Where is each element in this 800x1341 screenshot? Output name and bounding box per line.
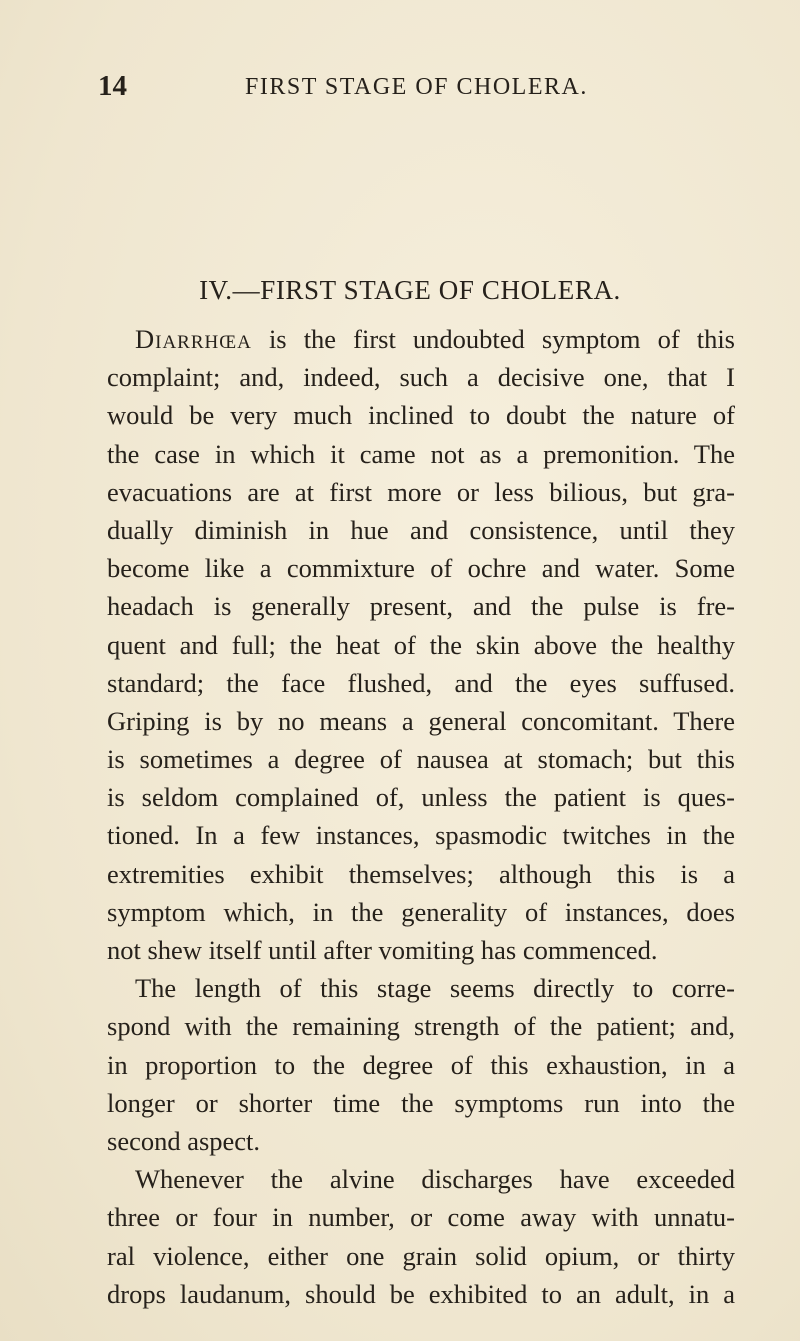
text-line: spond with the remaining strength of the patient; and, (107, 1011, 735, 1042)
text-line: is seldom complained of, unless the patient is ques- (107, 782, 735, 813)
text-line: drops laudanum, should be exhibited to an adult, in a (107, 1278, 735, 1309)
text-line: three or four in number, or come away with unnatu- (107, 1202, 735, 1233)
text-line: quent and full; the heat of the skin above the healthy (107, 629, 735, 660)
page-number: 14 (98, 70, 127, 102)
text-line: headach is generally present, and the pulse is fre- (107, 591, 735, 622)
drop-word: Diarrhœa (135, 324, 252, 354)
text-line: is sometimes a degree of nausea at stomach; but this (107, 744, 735, 775)
running-head (98, 70, 738, 110)
text-line: The length of this stage seems directly to corre- (135, 973, 735, 1004)
text-line: complaint; and, indeed, such a decisive one, that I (107, 362, 735, 393)
text-line: Whenever the alvine discharges have exceeded (135, 1164, 735, 1195)
text-line: would be very much inclined to doubt the nature of (107, 400, 735, 431)
text-line: standard; the face flushed, and the eyes suffused. (107, 667, 735, 698)
text-line: extremities exhibit themselves; although this is a (107, 858, 735, 889)
text-line: longer or shorter time the symptoms run into the (107, 1087, 735, 1118)
text-line: ral violence, either one grain solid opium, or thirty (107, 1240, 735, 1271)
text-line: second aspect. (107, 1125, 261, 1156)
text-line (107, 320, 735, 358)
chapter-heading: IV.—FIRST STAGE OF CHOLERA. (199, 275, 621, 305)
running-title: FIRST STAGE OF CHOLERA. (245, 74, 588, 100)
text-line: become like a commixture of ochre and water. Some (107, 553, 735, 584)
body-text (107, 320, 735, 1313)
text-line: symptom which, in the generality of instances, does (107, 896, 735, 927)
text-line: Griping is by no means a general concomitant. There (107, 705, 735, 736)
text-line: evacuations are at first more or less bilious, but gra- (107, 476, 735, 507)
text-line: dually diminish in hue and consistence, until they (107, 514, 735, 545)
line-text: is the first undoubted symptom of this (251, 324, 735, 354)
text-line: in proportion to the degree of this exhaustion, in a (107, 1049, 735, 1080)
text-line: tioned. In a few instances, spasmodic twitches in the (107, 820, 735, 851)
text-line: not shew itself until after vomiting has commenced. (107, 935, 658, 965)
text-line: the case in which it came not as a premonition. The (107, 438, 735, 469)
